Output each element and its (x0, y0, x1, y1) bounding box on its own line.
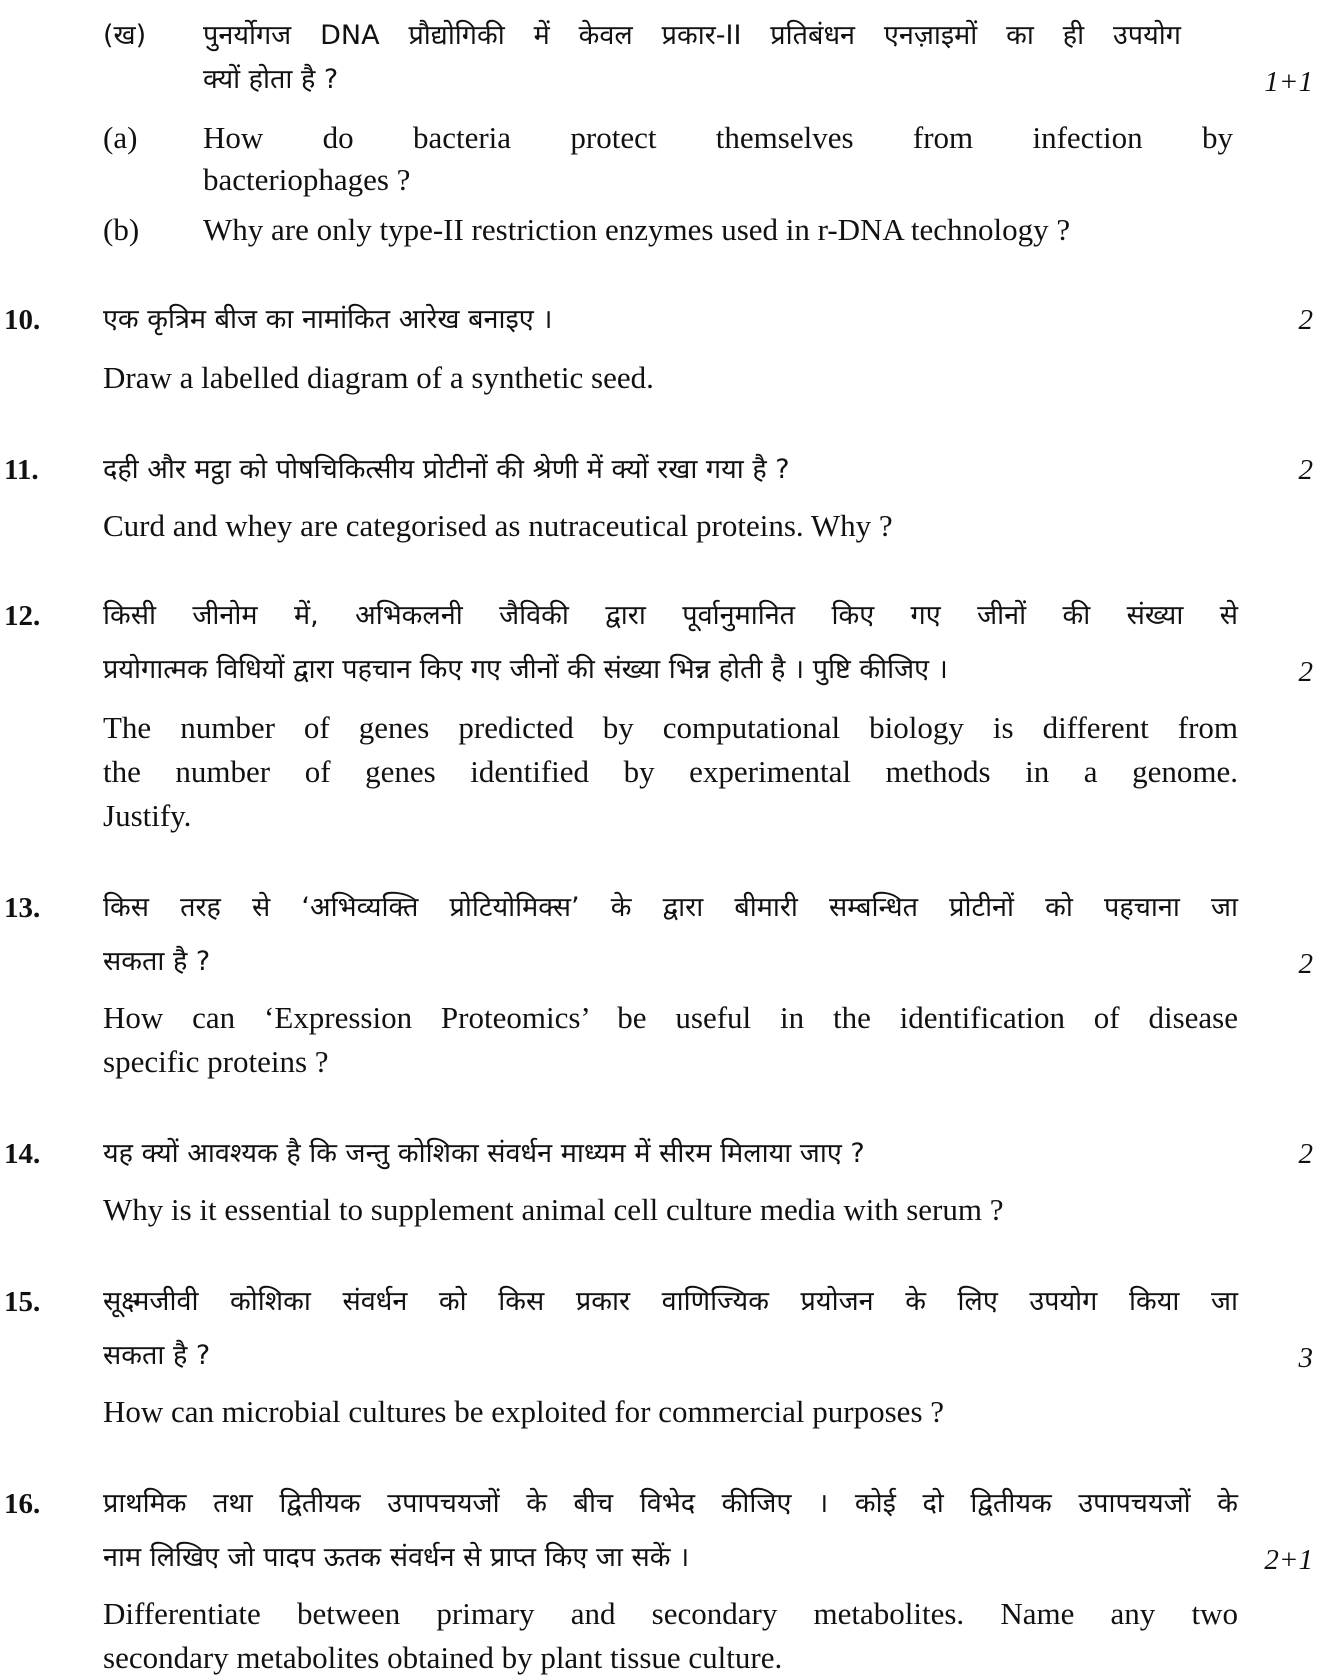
hindi-line: क्यों होता है ? (203, 64, 339, 95)
marks: 2 (1298, 656, 1313, 688)
question-number: 15. (4, 1286, 41, 1318)
part-label-b: (b) (103, 212, 140, 247)
english-line: How can microbial cultures be exploited for commercial purposes ? (103, 1394, 945, 1429)
question-number: 13. (4, 892, 41, 924)
marks: 2 (1298, 454, 1313, 486)
hindi-line: सकता है ? (103, 1340, 211, 1371)
hindi-line: सूक्ष्मजीवी कोशिका संवर्धन को किस प्रकार वाणिज्यिक प्रयोजन के लिए उपयोग किया जा (103, 1286, 1238, 1317)
english-line: Differentiate between primary and secondary metabolites. Name any two (103, 1596, 1238, 1631)
hindi-line: प्राथमिक तथा द्वितीयक उपापचयजों के बीच विभेद कीजिए । कोई दो द्वितीयक उपापचयजों के (103, 1488, 1238, 1519)
hindi-part-label: (ख) (103, 20, 147, 51)
hindi-line: नाम लिखिए जो पादप ऊतक संवर्धन से प्राप्त किए जा सकें । (103, 1542, 690, 1573)
english-line: How can ‘Expression Proteomics’ be useful in the identification of disease (103, 1000, 1238, 1035)
english-line: Why are only type-II restriction enzymes used in r-DNA technology ? (203, 212, 1071, 247)
english-line: Draw a labelled diagram of a synthetic seed. (103, 360, 654, 395)
english-line: Why is it essential to supplement animal cell culture media with serum ? (103, 1192, 1004, 1227)
english-line: the number of genes identified by experimental methods in a genome. (103, 754, 1238, 789)
marks: 2+1 (1264, 1544, 1313, 1576)
marks: 2 (1298, 304, 1313, 336)
question-number: 16. (4, 1488, 41, 1520)
hindi-line: प्रयोगात्मक विधियों द्वारा पहचान किए गए जीनों की संख्या भिन्न होती है । पुष्टि कीजिए । (103, 654, 948, 685)
hindi-line: पुनर्योगज DNA प्रौद्योगिकी में केवल प्रकार-II प्रतिबंधन एनज़ाइमों का ही उपयोग (203, 20, 1181, 51)
question-number: 12. (4, 600, 41, 632)
marks: 2 (1298, 948, 1313, 980)
english-line: bacteriophages ? (203, 162, 411, 197)
hindi-line: दही और मट्ठा को पोषचिकित्सीय प्रोटीनों की श्रेणी में क्यों रखा गया है ? (103, 454, 790, 485)
question-number: 10. (4, 304, 41, 336)
english-line: How do bacteria protect themselves from infection by (203, 120, 1233, 155)
marks: 2 (1298, 1138, 1313, 1170)
english-line: secondary metabolites obtained by plant tissue culture. (103, 1640, 783, 1675)
hindi-line: किस तरह से ‘अभिव्यक्ति प्रोटियोमिक्स’ के द्वारा बीमारी सम्बन्धित प्रोटीनों को पहचाना जा (103, 892, 1238, 923)
question-number: 14. (4, 1138, 41, 1170)
hindi-line: किसी जीनोम में, अभिकलनी जैविकी द्वारा पूर्वानुमानित किए गए जीनों की संख्या से (103, 600, 1238, 631)
hindi-line: सकता है ? (103, 946, 211, 977)
english-line: Justify. (103, 798, 192, 833)
part-label-a: (a) (103, 120, 138, 155)
hindi-line: यह क्यों आवश्यक है कि जन्तु कोशिका संवर्धन माध्यम में सीरम मिलाया जाए ? (103, 1138, 865, 1169)
marks: 3 (1298, 1342, 1313, 1374)
english-line: The number of genes predicted by computational biology is different from (103, 710, 1238, 745)
english-line: specific proteins ? (103, 1044, 329, 1079)
question-number: 11. (4, 454, 39, 486)
marks: 1+1 (1264, 66, 1313, 98)
hindi-line: एक कृत्रिम बीज का नामांकित आरेख बनाइए । (103, 304, 553, 335)
english-line: Curd and whey are categorised as nutraceutical proteins. Why ? (103, 508, 893, 543)
